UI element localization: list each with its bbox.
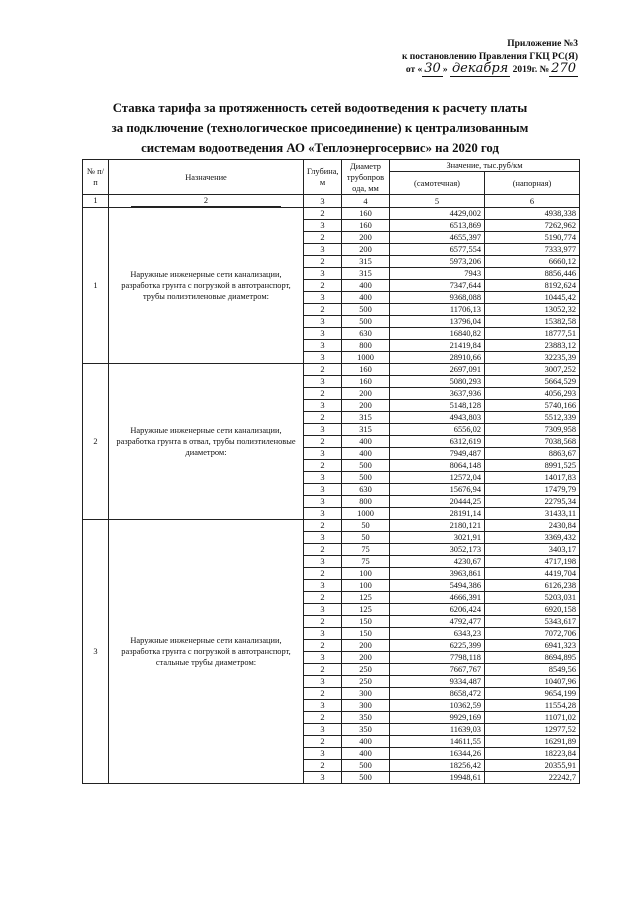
gravity-value-cell: 20444,25 xyxy=(390,496,485,508)
diameter-cell: 250 xyxy=(342,676,390,688)
gravity-value-cell: 21419,84 xyxy=(390,340,485,352)
depth-cell: 3 xyxy=(304,580,342,592)
depth-cell: 3 xyxy=(304,328,342,340)
pressure-value-cell: 4056,293 xyxy=(485,388,580,400)
gravity-value-cell: 7798,118 xyxy=(390,652,485,664)
depth-cell: 2 xyxy=(304,568,342,580)
diameter-cell: 300 xyxy=(342,688,390,700)
gravity-value-cell: 13796,04 xyxy=(390,316,485,328)
date-year: 2019г. № xyxy=(512,65,550,75)
table-row xyxy=(83,364,580,376)
pressure-value-cell: 12977,52 xyxy=(485,724,580,736)
diameter-cell: 75 xyxy=(342,556,390,568)
diameter-cell: 75 xyxy=(342,544,390,556)
pressure-value-cell: 4938,338 xyxy=(485,208,580,220)
depth-cell: 3 xyxy=(304,244,342,256)
diameter-cell: 630 xyxy=(342,484,390,496)
gravity-value-cell: 28910,66 xyxy=(390,352,485,364)
pressure-value-cell: 6126,238 xyxy=(485,580,580,592)
gravity-value-cell: 9368,088 xyxy=(390,292,485,304)
diameter-cell: 400 xyxy=(342,280,390,292)
depth-cell: 3 xyxy=(304,532,342,544)
gravity-value-cell: 16344,26 xyxy=(390,748,485,760)
depth-cell: 3 xyxy=(304,772,342,784)
pressure-value-cell: 20355,91 xyxy=(485,760,580,772)
table-row xyxy=(83,208,580,220)
diameter-cell: 100 xyxy=(342,568,390,580)
diameter-cell: 200 xyxy=(342,652,390,664)
index-cell: 6 xyxy=(485,195,580,208)
group-purpose: Наружные инженерные сети канализации, разработка грунта в отвал, трубы полиэтиленовые диаметром: xyxy=(109,364,304,520)
gravity-value-cell: 2180,121 xyxy=(390,520,485,532)
depth-cell: 3 xyxy=(304,556,342,568)
gravity-value-cell: 4230,67 xyxy=(390,556,485,568)
depth-cell: 2 xyxy=(304,760,342,772)
diameter-cell: 200 xyxy=(342,400,390,412)
index-cell: 3 xyxy=(304,195,342,208)
pressure-value-cell: 11071,02 xyxy=(485,712,580,724)
title-line-2: за подключение (технологическое присоединение) к централизованным xyxy=(111,121,529,135)
depth-cell: 2 xyxy=(304,436,342,448)
gravity-value-cell: 5494,386 xyxy=(390,580,485,592)
appendix-resolution: к постановлению Правления ГКЦ РС(Я) xyxy=(401,51,578,62)
gravity-value-cell: 8064,148 xyxy=(390,460,485,472)
diameter-cell: 315 xyxy=(342,424,390,436)
title-line-1: Ставка тарифа за протяженность сетей водоотведения к расчету платы xyxy=(112,101,528,115)
index-cell: 4 xyxy=(342,195,390,208)
depth-cell: 3 xyxy=(304,484,342,496)
depth-cell: 3 xyxy=(304,628,342,640)
diameter-cell: 50 xyxy=(342,520,390,532)
diameter-cell: 800 xyxy=(342,496,390,508)
gravity-value-cell: 4943,803 xyxy=(390,412,485,424)
pressure-value-cell: 14017,83 xyxy=(485,472,580,484)
diameter-cell: 200 xyxy=(342,640,390,652)
index-row xyxy=(83,195,580,208)
tariff-table xyxy=(82,159,580,784)
pressure-value-cell: 32235,39 xyxy=(485,352,580,364)
depth-cell: 2 xyxy=(304,736,342,748)
gravity-value-cell: 5080,293 xyxy=(390,376,485,388)
gravity-value-cell: 12572,04 xyxy=(390,472,485,484)
index-cell: 2 xyxy=(109,195,304,208)
gravity-value-cell: 6513,869 xyxy=(390,220,485,232)
depth-cell: 3 xyxy=(304,652,342,664)
diameter-cell: 500 xyxy=(342,304,390,316)
diameter-cell: 400 xyxy=(342,436,390,448)
pressure-value-cell: 18223,84 xyxy=(485,748,580,760)
date-month: декабря xyxy=(451,61,509,76)
depth-cell: 3 xyxy=(304,292,342,304)
diameter-cell: 150 xyxy=(342,628,390,640)
diameter-cell: 200 xyxy=(342,388,390,400)
diameter-cell: 400 xyxy=(342,292,390,304)
pressure-value-cell: 5740,166 xyxy=(485,400,580,412)
depth-cell: 3 xyxy=(304,268,342,280)
depth-cell: 3 xyxy=(304,724,342,736)
pressure-value-cell: 8863,67 xyxy=(485,448,580,460)
diameter-cell: 100 xyxy=(342,580,390,592)
pressure-value-cell: 3007,252 xyxy=(485,364,580,376)
gravity-value-cell: 3637,936 xyxy=(390,388,485,400)
pressure-value-cell: 3403,17 xyxy=(485,544,580,556)
gravity-value-cell: 15676,94 xyxy=(390,484,485,496)
gravity-value-cell: 4429,002 xyxy=(390,208,485,220)
depth-cell: 2 xyxy=(304,592,342,604)
depth-cell: 2 xyxy=(304,280,342,292)
diameter-cell: 1000 xyxy=(342,352,390,364)
title-line-3: системам водоотведения АО «Теплоэнергосервис» на 2020 год xyxy=(141,141,499,155)
pressure-value-cell: 8192,624 xyxy=(485,280,580,292)
depth-cell: 3 xyxy=(304,340,342,352)
gravity-value-cell: 6343,23 xyxy=(390,628,485,640)
depth-cell: 3 xyxy=(304,352,342,364)
diameter-cell: 125 xyxy=(342,592,390,604)
group-purpose: Наружные инженерные сети канализации, разработка грунта с погрузкой в автотранспорт, стальные трубы диаметром: xyxy=(109,520,304,784)
depth-cell: 3 xyxy=(304,316,342,328)
gravity-value-cell: 16840,82 xyxy=(390,328,485,340)
depth-cell: 2 xyxy=(304,364,342,376)
pressure-value-cell: 15382,58 xyxy=(485,316,580,328)
diameter-cell: 250 xyxy=(342,664,390,676)
diameter-cell: 500 xyxy=(342,316,390,328)
pressure-value-cell: 22795,34 xyxy=(485,496,580,508)
depth-cell: 2 xyxy=(304,712,342,724)
pressure-value-cell: 7072,706 xyxy=(485,628,580,640)
depth-cell: 3 xyxy=(304,496,342,508)
gravity-value-cell: 4666,391 xyxy=(390,592,485,604)
gravity-value-cell: 2697,091 xyxy=(390,364,485,376)
gravity-value-cell: 3052,173 xyxy=(390,544,485,556)
index-cell: 1 xyxy=(83,195,109,208)
diameter-cell: 350 xyxy=(342,712,390,724)
gravity-value-cell: 7667,767 xyxy=(390,664,485,676)
depth-cell: 2 xyxy=(304,520,342,532)
diameter-cell: 350 xyxy=(342,724,390,736)
diameter-cell: 1000 xyxy=(342,508,390,520)
pressure-value-cell: 8856,446 xyxy=(485,268,580,280)
diameter-cell: 500 xyxy=(342,772,390,784)
depth-cell: 2 xyxy=(304,256,342,268)
table-row xyxy=(83,520,580,532)
date-prefix: от « xyxy=(405,65,423,75)
diameter-cell: 400 xyxy=(342,736,390,748)
diameter-cell: 315 xyxy=(342,412,390,424)
appendix-date xyxy=(402,63,578,77)
pressure-value-cell: 4717,198 xyxy=(485,556,580,568)
gravity-value-cell: 6577,554 xyxy=(390,244,485,256)
document-title xyxy=(90,98,550,158)
pressure-value-cell: 16291,89 xyxy=(485,736,580,748)
depth-cell: 2 xyxy=(304,544,342,556)
pressure-value-cell: 5190,774 xyxy=(485,232,580,244)
pressure-value-cell: 5512,339 xyxy=(485,412,580,424)
pressure-value-cell: 18777,51 xyxy=(485,328,580,340)
gravity-value-cell: 7943 xyxy=(390,268,485,280)
gravity-value-cell: 14611,55 xyxy=(390,736,485,748)
diameter-cell: 400 xyxy=(342,448,390,460)
gravity-value-cell: 5973,206 xyxy=(390,256,485,268)
date-mid: » xyxy=(442,65,448,75)
diameter-cell: 160 xyxy=(342,364,390,376)
depth-cell: 2 xyxy=(304,208,342,220)
gravity-value-cell: 10362,59 xyxy=(390,700,485,712)
gravity-value-cell: 6556,02 xyxy=(390,424,485,436)
group-purpose: Наружные инженерные сети канализации, разработка грунта с погрузкой в автотранспорт, трубы полиэтиленовые диаметром: xyxy=(109,208,304,364)
diameter-cell: 500 xyxy=(342,760,390,772)
pressure-value-cell: 6941,323 xyxy=(485,640,580,652)
depth-cell: 3 xyxy=(304,400,342,412)
gravity-value-cell: 19948,61 xyxy=(390,772,485,784)
diameter-cell: 50 xyxy=(342,532,390,544)
depth-cell: 3 xyxy=(304,508,342,520)
header-gravity: (самотечная) xyxy=(390,172,485,195)
gravity-value-cell: 4792,477 xyxy=(390,616,485,628)
gravity-value-cell: 6206,424 xyxy=(390,604,485,616)
header-diameter: Диаметр трубопров ода, мм xyxy=(342,160,390,195)
pressure-value-cell: 3369,432 xyxy=(485,532,580,544)
gravity-value-cell: 4655,397 xyxy=(390,232,485,244)
diameter-cell: 500 xyxy=(342,472,390,484)
diameter-cell: 160 xyxy=(342,220,390,232)
gravity-value-cell: 7949,487 xyxy=(390,448,485,460)
pressure-value-cell: 7038,568 xyxy=(485,436,580,448)
date-day: 30 xyxy=(424,61,441,76)
gravity-value-cell: 11639,03 xyxy=(390,724,485,736)
depth-cell: 2 xyxy=(304,412,342,424)
header-no: № п/п xyxy=(83,160,109,195)
gravity-value-cell: 3021,91 xyxy=(390,532,485,544)
pressure-value-cell: 8991,525 xyxy=(485,460,580,472)
gravity-value-cell: 9929,169 xyxy=(390,712,485,724)
group-number: 1 xyxy=(83,208,109,364)
diameter-cell: 800 xyxy=(342,340,390,352)
date-number: 270 xyxy=(551,61,576,76)
gravity-value-cell: 8658,472 xyxy=(390,688,485,700)
pressure-value-cell: 10407,96 xyxy=(485,676,580,688)
group-number: 3 xyxy=(83,520,109,784)
pressure-value-cell: 5664,529 xyxy=(485,376,580,388)
pressure-value-cell: 7262,962 xyxy=(485,220,580,232)
diameter-cell: 300 xyxy=(342,700,390,712)
diameter-cell: 160 xyxy=(342,208,390,220)
pressure-value-cell: 9654,199 xyxy=(485,688,580,700)
depth-cell: 2 xyxy=(304,232,342,244)
gravity-value-cell: 28191,14 xyxy=(390,508,485,520)
pressure-value-cell: 8694,895 xyxy=(485,652,580,664)
diameter-cell: 500 xyxy=(342,460,390,472)
pressure-value-cell: 7309,958 xyxy=(485,424,580,436)
diameter-cell: 630 xyxy=(342,328,390,340)
pressure-value-cell: 4419,704 xyxy=(485,568,580,580)
gravity-value-cell: 7347,644 xyxy=(390,280,485,292)
diameter-cell: 200 xyxy=(342,232,390,244)
depth-cell: 2 xyxy=(304,388,342,400)
depth-cell: 3 xyxy=(304,376,342,388)
diameter-cell: 315 xyxy=(342,268,390,280)
gravity-value-cell: 6225,399 xyxy=(390,640,485,652)
diameter-cell: 150 xyxy=(342,616,390,628)
pressure-value-cell: 11554,28 xyxy=(485,700,580,712)
depth-cell: 3 xyxy=(304,700,342,712)
diameter-cell: 315 xyxy=(342,256,390,268)
depth-cell: 3 xyxy=(304,220,342,232)
gravity-value-cell: 9334,487 xyxy=(390,676,485,688)
pressure-value-cell: 22242,7 xyxy=(485,772,580,784)
depth-cell: 2 xyxy=(304,460,342,472)
appendix-header xyxy=(402,38,578,77)
appendix-number: Приложение №3 xyxy=(507,39,578,49)
gravity-value-cell: 6312,619 xyxy=(390,436,485,448)
header-value: Значение, тыс.руб/км xyxy=(390,160,580,172)
depth-cell: 3 xyxy=(304,424,342,436)
depth-cell: 3 xyxy=(304,604,342,616)
diameter-cell: 200 xyxy=(342,244,390,256)
gravity-value-cell: 18256,42 xyxy=(390,760,485,772)
diameter-cell: 125 xyxy=(342,604,390,616)
pressure-value-cell: 7333,977 xyxy=(485,244,580,256)
gravity-value-cell: 3963,861 xyxy=(390,568,485,580)
depth-cell: 3 xyxy=(304,676,342,688)
depth-cell: 2 xyxy=(304,304,342,316)
pressure-value-cell: 31433,11 xyxy=(485,508,580,520)
header-purpose: Назначение xyxy=(109,160,304,195)
pressure-value-cell: 2430,84 xyxy=(485,520,580,532)
pressure-value-cell: 5203,031 xyxy=(485,592,580,604)
header-depth: Глубина, м xyxy=(304,160,342,195)
gravity-value-cell: 11706,13 xyxy=(390,304,485,316)
pressure-value-cell: 17479,79 xyxy=(485,484,580,496)
pressure-value-cell: 5343,617 xyxy=(485,616,580,628)
depth-cell: 3 xyxy=(304,748,342,760)
depth-cell: 2 xyxy=(304,664,342,676)
depth-cell: 2 xyxy=(304,688,342,700)
header-pressure: (напорная) xyxy=(485,172,580,195)
depth-cell: 3 xyxy=(304,472,342,484)
pressure-value-cell: 6920,158 xyxy=(485,604,580,616)
diameter-cell: 160 xyxy=(342,376,390,388)
depth-cell: 2 xyxy=(304,616,342,628)
gravity-value-cell: 5148,128 xyxy=(390,400,485,412)
pressure-value-cell: 23883,12 xyxy=(485,340,580,352)
pressure-value-cell: 8549,56 xyxy=(485,664,580,676)
pressure-value-cell: 6660,12 xyxy=(485,256,580,268)
pressure-value-cell: 10445,42 xyxy=(485,292,580,304)
group-number: 2 xyxy=(83,364,109,520)
depth-cell: 2 xyxy=(304,640,342,652)
diameter-cell: 400 xyxy=(342,748,390,760)
pressure-value-cell: 13052,32 xyxy=(485,304,580,316)
depth-cell: 3 xyxy=(304,448,342,460)
table-body xyxy=(83,195,580,784)
index-cell: 5 xyxy=(390,195,485,208)
